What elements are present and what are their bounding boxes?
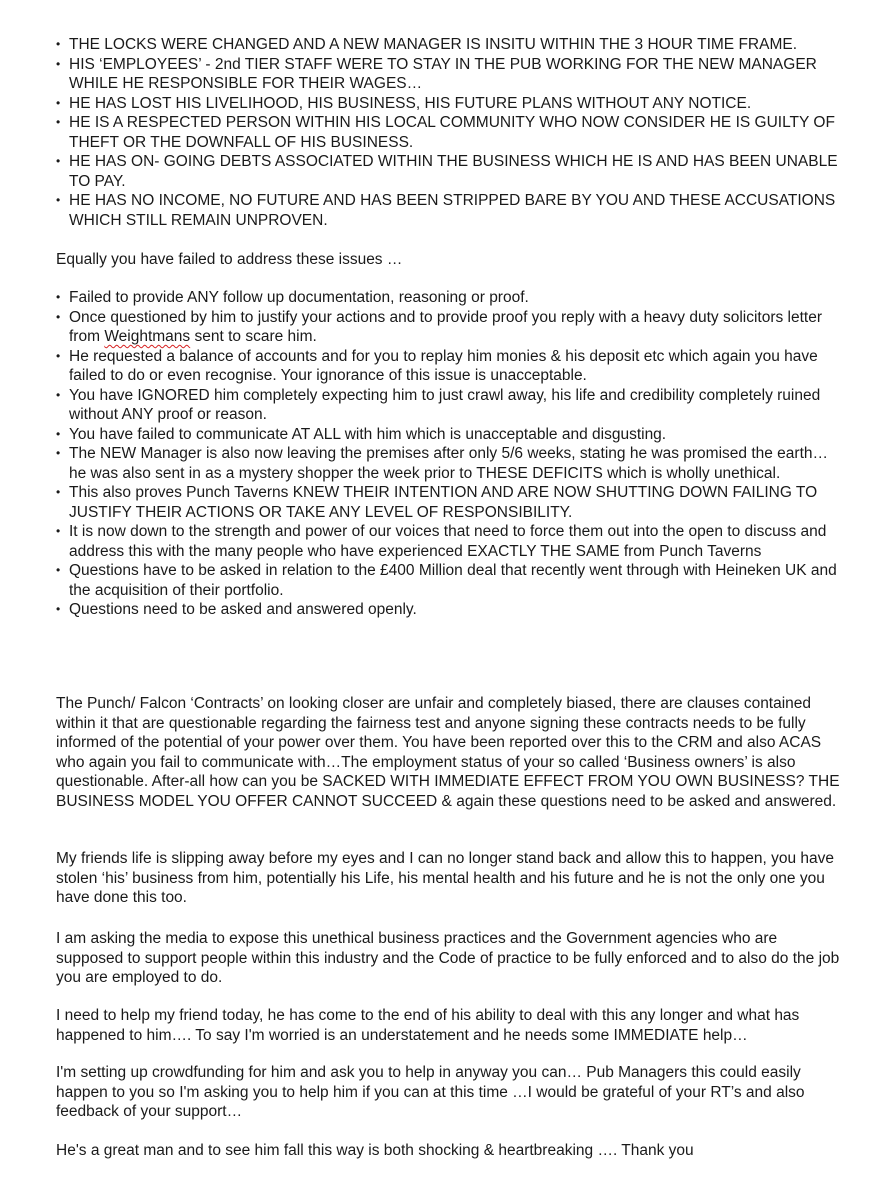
list-item: • You have failed to communicate AT ALL with him which is unacceptable and disgusting. bbox=[56, 425, 846, 445]
list-item: • Questions have to be asked in relation to the £400 Million deal that recently went through with Heineken UK and the acquisition of their portfolio. bbox=[56, 561, 846, 600]
friend-paragraph: My friends life is slipping away before my eyes and I can no longer stand back and allow this to happen, you have stolen ‘his’ business from him, potentially his Life, his mental health and his future and he is not the only one you have done this too. bbox=[56, 850, 835, 906]
spellcheck-flagged-word: Weightmans bbox=[104, 328, 191, 345]
contracts-paragraph: The Punch/ Falcon ‘Contracts’ on looking closer are unfair and completely biased, there are clauses contained within it that are questionable regarding the fairness test and anyone signing these contracts needs to be fully informed of the potential of your power over them. You have been reported over this to the CRM and also ACAS who again you fail to communicate with…The employment status of your so called ‘Business owners’ is also questionable. After-all how can you be SACKED WITH IMMEDIATE EFFECT FROM YOU OWN BUSINESS? THE BUSINESS MODEL YOU OFFER CANNOT SUCCEED & again these questions need to be asked and answered. bbox=[56, 695, 840, 810]
list-item-text: Once questioned by him to justify your actions and to provide proof you reply with a heavy duty solicitors letter from bbox=[69, 308, 822, 345]
issues-intro: Equally you have failed to address these issues … bbox=[56, 251, 403, 268]
list-item: • HE HAS ON- GOING DEBTS ASSOCIATED WITHIN THE BUSINESS WHICH HE IS AND HAS BEEN UNABLE TO PAY. bbox=[56, 152, 846, 191]
media-paragraph: I am asking the media to expose this unethical business practices and the Government agencies who are supposed to support people within this industry and the Code of practice to be fully enforced and to also do the job you are employed to do. bbox=[56, 930, 840, 986]
list-item: • This also proves Punch Taverns KNEW THEIR INTENTION AND ARE NOW SHUTTING DOWN FAILING TO JUSTIFY THEIR ACTIONS OR TAKE ANY LEVEL OF RESPONSIBILITY. bbox=[56, 483, 846, 522]
list-item: • HIS ‘EMPLOYEES’ - 2nd TIER STAFF WERE TO STAY IN THE PUB WORKING FOR THE NEW MANAGER WHILE HE RESPONSIBLE FOR THEIR WAGES… bbox=[56, 55, 846, 94]
list-item: • He requested a balance of accounts and for you to replay him monies & his deposit etc which again you have failed to do or even recognise. Your ignorance of this issue is unacceptable. bbox=[56, 347, 846, 386]
list-item: • It is now down to the strength and power of our voices that need to force them out into the open to discuss and address this with the many people who have experienced EXACTLY THE SAME from Punch Taverns bbox=[56, 522, 846, 561]
list-item: • HE HAS LOST HIS LIVELIHOOD, HIS BUSINESS, HIS FUTURE PLANS WITHOUT ANY NOTICE. bbox=[56, 94, 846, 114]
list-item: • Failed to provide ANY follow up documentation, reasoning or proof. bbox=[56, 288, 846, 308]
list-item: • THE LOCKS WERE CHANGED AND A NEW MANAGER IS INSITU WITHIN THE 3 HOUR TIME FRAME. bbox=[56, 35, 846, 55]
closing-paragraph: He's a great man and to see him fall this way is both shocking & heartbreaking …. Thank you bbox=[56, 1142, 694, 1159]
list-item: • The NEW Manager is also now leaving the premises after only 5/6 weeks, stating he was promised the earth… he was also sent in as a mystery shopper the week prior to THESE DEFICITS which is wholly unethical. bbox=[56, 444, 846, 483]
list-item bbox=[56, 308, 846, 347]
issues-list bbox=[56, 288, 846, 620]
list-item: • You have IGNORED him completely expecting him to just crawl away, his life and credibility completely ruined without ANY proof or reason. bbox=[56, 386, 846, 425]
list-item: • HE IS A RESPECTED PERSON WITHIN HIS LOCAL COMMUNITY WHO NOW CONSIDER HE IS GUILTY OF THEFT OR THE DOWNFALL OF HIS BUSINESS. bbox=[56, 113, 846, 152]
crowdfunding-paragraph: I'm setting up crowdfunding for him and ask you to help in anyway you can… Pub Managers this could easily happen to you so I'm asking you to help him if you can at this time …I would be grateful of your RT’s and also feedback of your support… bbox=[56, 1064, 805, 1120]
consequences-list bbox=[56, 35, 846, 230]
help-paragraph: I need to help my friend today, he has come to the end of his ability to deal with this any longer and what has happened to him…. To say I'm worried is an understatement and he needs some IMMEDIATE help… bbox=[56, 1007, 800, 1044]
list-item: • HE HAS NO INCOME, NO FUTURE AND HAS BEEN STRIPPED BARE BY YOU AND THESE ACCUSATIONS WHICH STILL REMAIN UNPROVEN. bbox=[56, 191, 846, 230]
list-item: • Questions need to be asked and answered openly. bbox=[56, 600, 846, 620]
list-item-text: sent to scare him. bbox=[190, 328, 317, 345]
